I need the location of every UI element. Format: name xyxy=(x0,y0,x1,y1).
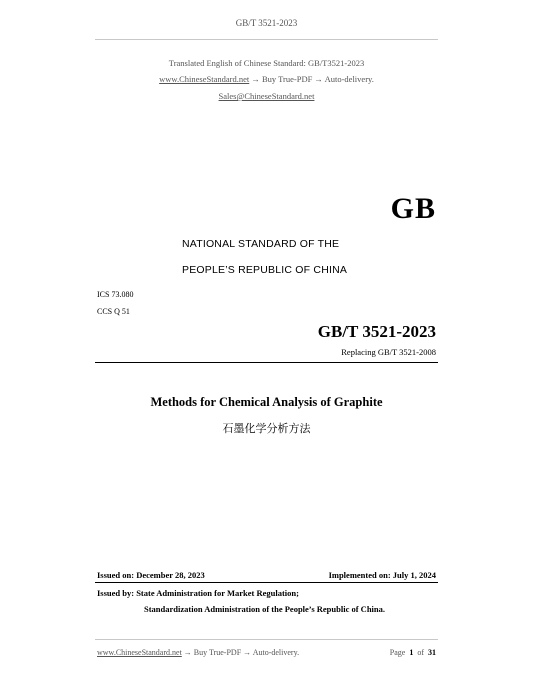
translated-line: Translated English of Chinese Standard: GB/T3521-2023 xyxy=(168,58,365,68)
replacing-text: Replacing GB/T 3521-2008 xyxy=(341,347,436,357)
footer-website-link[interactable]: www.ChineseStandard.net xyxy=(97,648,182,657)
document-title: Methods for Chemical Analysis of Graphite xyxy=(150,395,383,409)
page-current: 1 xyxy=(409,648,414,657)
document-title-cn: 石墨化学分析方法 xyxy=(222,422,311,435)
standard-number: GB/T 3521-2023 xyxy=(317,322,436,341)
ccs-code: CCS Q 51 xyxy=(97,307,130,316)
gb-logo: GB xyxy=(390,192,436,225)
page-label: Page xyxy=(389,648,406,657)
email-line xyxy=(0,91,533,101)
email-link[interactable]: Sales@ChineseStandard.net xyxy=(218,91,315,101)
footer-buy-text: → Buy True-PDF → Auto-delivery. xyxy=(183,648,300,657)
issued-on: Issued on: December 28, 2023 xyxy=(97,570,205,580)
dates-divider xyxy=(95,582,438,583)
implemented-on: Implemented on: July 1, 2024 xyxy=(328,570,436,580)
website-line xyxy=(0,74,533,84)
number-divider xyxy=(95,362,438,363)
national-line-1: NATIONAL STANDARD OF THE xyxy=(182,238,340,250)
issued-by-line-1: Issued by: State Administration for Market Regulation; xyxy=(97,588,299,598)
buy-text: → Buy True-PDF → Auto-delivery. xyxy=(251,74,374,84)
header-divider xyxy=(95,39,438,40)
of-label: of xyxy=(417,648,424,657)
footer-left xyxy=(97,648,299,657)
ics-code: ICS 73.080 xyxy=(97,290,134,299)
page-total: 31 xyxy=(428,648,436,657)
running-header: GB/T 3521-2023 xyxy=(235,18,298,28)
national-line-2: PEOPLE’S REPUBLIC OF CHINA xyxy=(182,264,348,276)
website-link[interactable]: www.ChineseStandard.net xyxy=(159,74,250,84)
footer-divider xyxy=(95,639,438,640)
page-indicator xyxy=(390,648,436,657)
issued-by-line-2: Standardization Administration of the People’s Republic of China. xyxy=(144,604,386,614)
